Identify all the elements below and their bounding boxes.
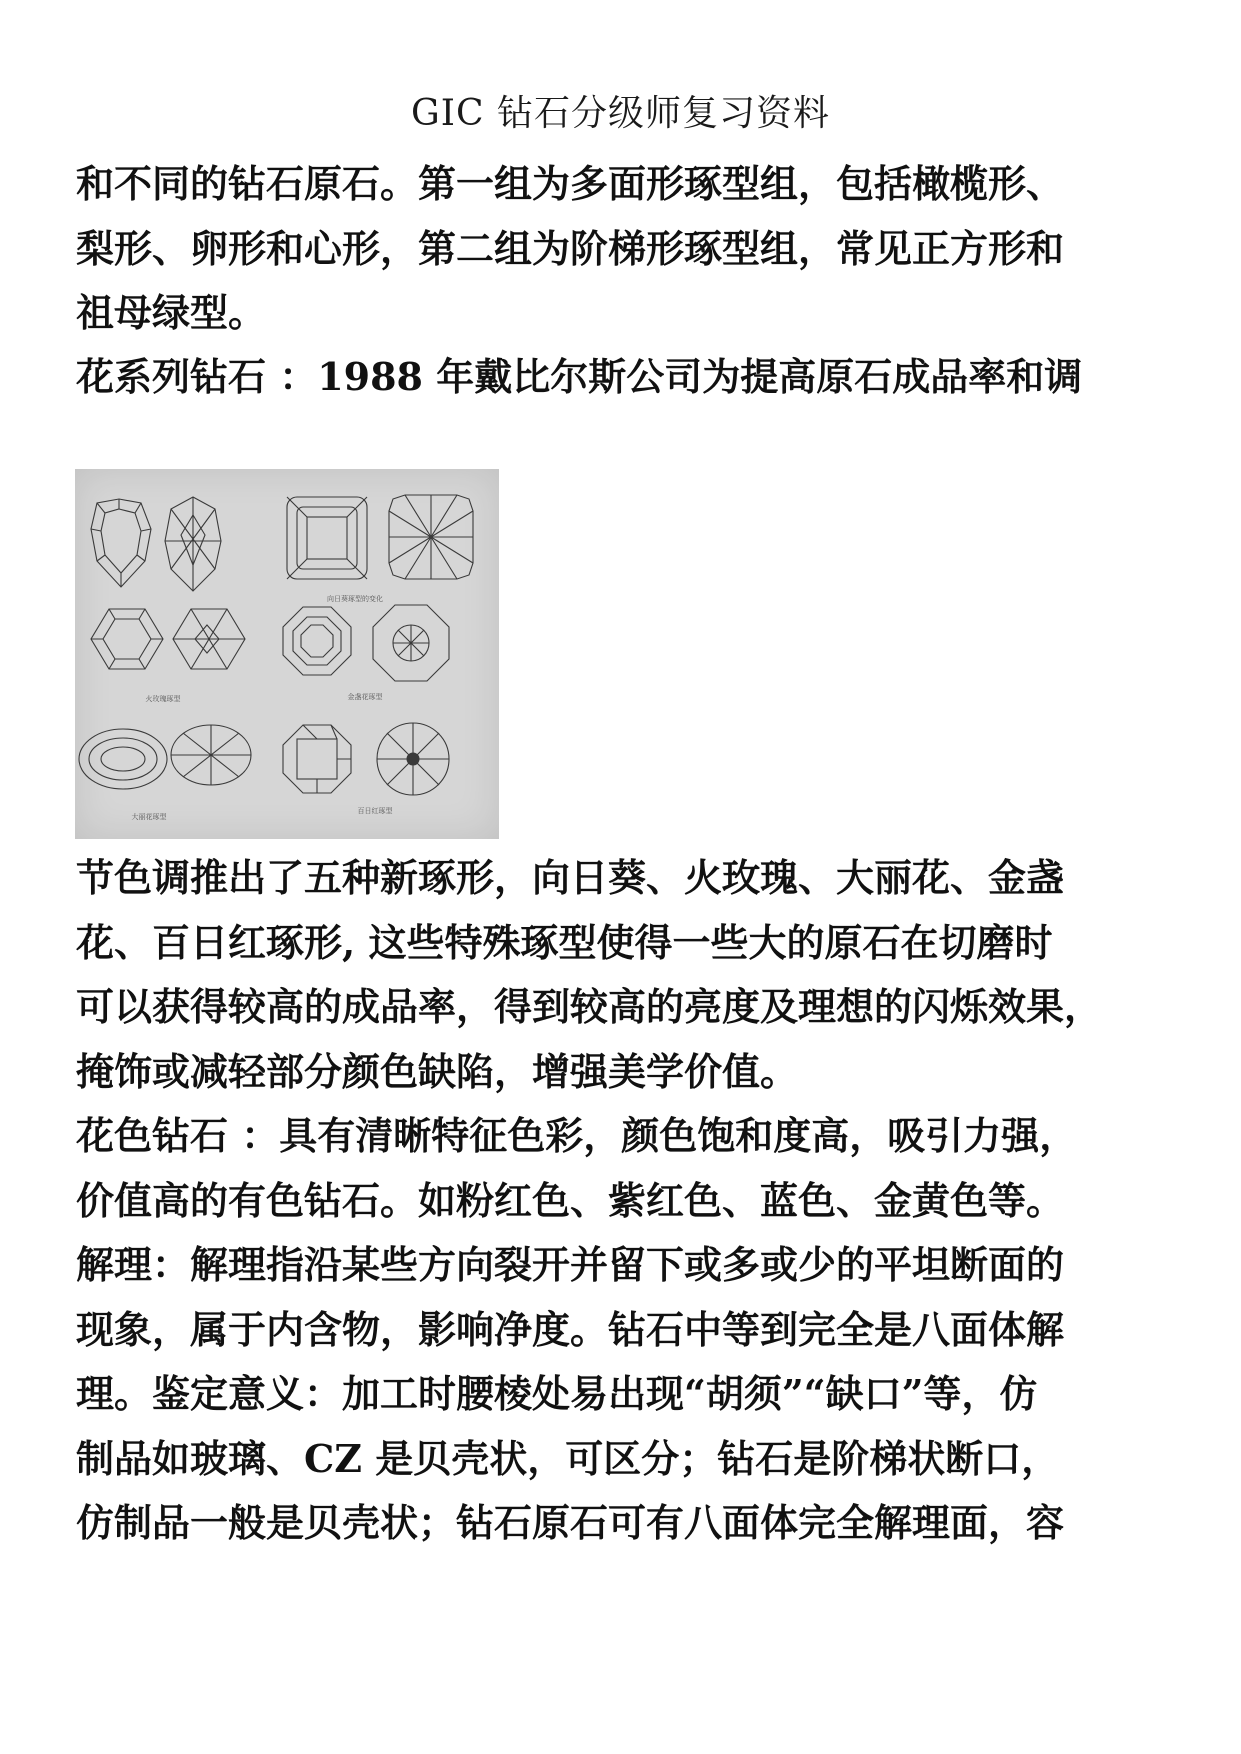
zinnia-round-star-drawing — [377, 723, 449, 795]
square-step-cut-drawing — [287, 497, 367, 579]
flower-cut-diagram-svg — [75, 469, 499, 839]
shield-cut-star-drawing — [165, 497, 221, 591]
text-line: 节色调推出了五种新琢形，向日葵、火玫瑰、大丽花、金盏 — [76, 855, 1065, 900]
dahlia-oval-outline-drawing — [79, 729, 167, 789]
shield-cut-outline-drawing — [91, 499, 151, 587]
page-title: GIC 钻石分级师复习资料 — [411, 93, 830, 134]
paragraph-cleavage — [76, 1233, 1166, 1556]
text-line: 掩饰或减轻部分颜色缺陷，增强美学价值。 — [76, 1048, 799, 1094]
figure-label-sunflower: 向日葵琢型的变化 — [327, 595, 383, 603]
text-line: 制品如玻璃、CZ 是贝壳状，可区分；钻石是阶梯状断口， — [76, 1435, 1060, 1481]
text-line: 和不同的钻石原石。第一组为多面形琢型组，包括橄榄形、 — [76, 161, 1065, 206]
text-line: 祖母绿型。 — [76, 290, 267, 335]
text-line: 价值高的有色钻石。如粉红色、紫红色、蓝色、金黄色等。 — [76, 1177, 1065, 1223]
figure-label-dahlia: 大丽花琢型 — [131, 813, 167, 821]
paragraph-fancy-color-diamond — [76, 1104, 1166, 1233]
fire-rose-hexagon-outline-drawing — [91, 609, 163, 669]
marigold-octagon-star-drawing — [373, 605, 449, 681]
flower-cut-diagram — [75, 469, 499, 839]
zinnia-octagon-outline-drawing — [283, 725, 351, 793]
square-sunflower-cut-drawing — [389, 495, 473, 579]
dahlia-oval-star-drawing — [171, 725, 251, 785]
marigold-octagon-outline-drawing — [283, 607, 351, 675]
paragraph-flower-series-intro — [76, 345, 1166, 410]
figure-label-zinnia: 百日红琢型 — [357, 807, 393, 815]
text-line: 理。鉴定意义：加工时腰棱处易出现“胡须”“缺口”等，仿 — [76, 1371, 1038, 1416]
text-line: 花、百日红琢形, 这些特殊琢型使得一些大的原石在切磨时 — [76, 919, 1053, 965]
text-line: 花系列钻石 ：1988 年戴比尔斯公司为提高原石成品率和调 — [76, 354, 1083, 399]
text-line: 现象，属于内含物，影响净度。钻石中等到完全是八面体解 — [76, 1306, 1065, 1352]
paragraph-flower-series-detail — [76, 846, 1166, 1104]
text-line: 解理：解理指沿某些方向裂开并留下或多或少的平坦断面的 — [76, 1242, 1065, 1287]
fire-rose-hexagon-star-drawing — [173, 609, 245, 669]
figure-label-marigold: 金盏花琢型 — [347, 693, 383, 701]
text-line: 梨形、卵形和心形，第二组为阶梯形琢型组，常见正方形和 — [76, 225, 1065, 271]
text-line: 可以获得较高的成品率，得到较高的亮度及理想的闪烁效果， — [76, 984, 1103, 1029]
paragraph-cut-groups — [76, 152, 1166, 346]
text-line: 花色钻石 ：具有清晰特征色彩，颜色饱和度高，吸引力强， — [76, 1113, 1078, 1158]
text-line: 仿制品一般是贝壳状；钻石原石可有八面体完全解理面，容 — [76, 1500, 1065, 1545]
figure-label-fire-rose: 火玫瑰琢型 — [145, 695, 181, 703]
